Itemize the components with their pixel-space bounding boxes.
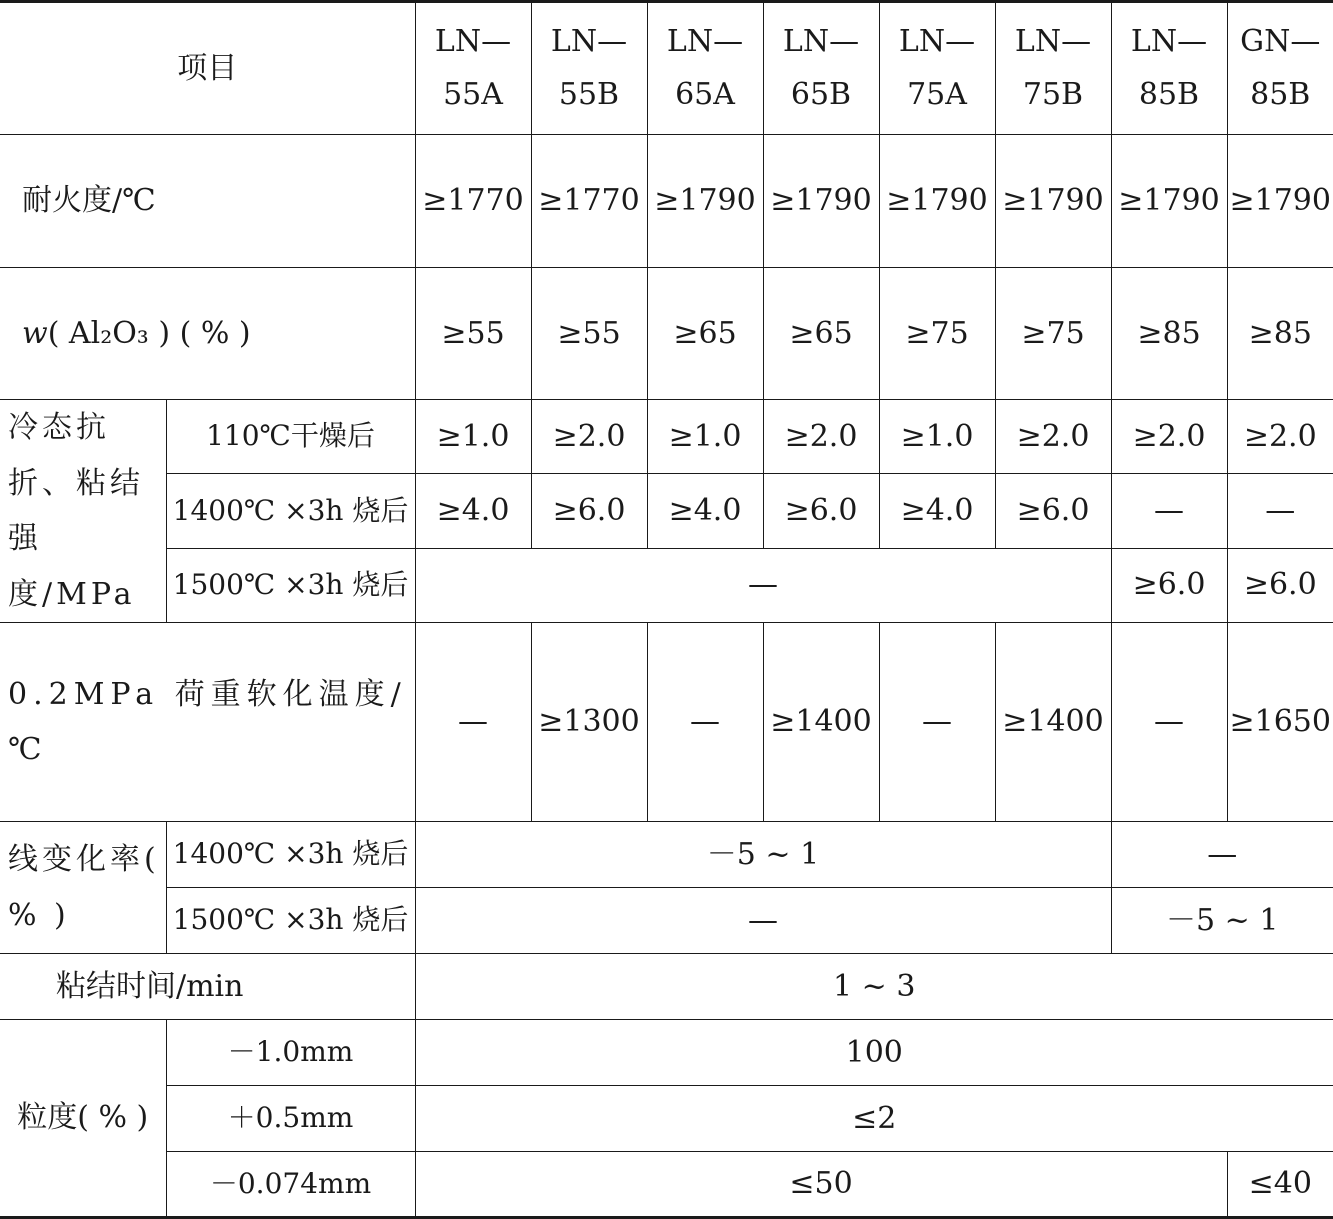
- cold-strength-value: ≥1.0: [415, 400, 531, 474]
- load-softening-value: ≥1400: [995, 623, 1111, 822]
- grade-header: GN— 85B: [1227, 2, 1333, 135]
- load-softening-value: —: [879, 623, 995, 822]
- cold-strength-value: ≥1.0: [879, 400, 995, 474]
- cold-strength-label: 冷态抗折、粘结强度/MPa: [0, 400, 166, 623]
- alumina-label: [0, 268, 415, 400]
- refractoriness-value: ≥1790: [647, 135, 763, 268]
- grade-header: LN— 65A: [647, 2, 763, 135]
- cold-strength-merged-value: —: [415, 548, 1111, 622]
- cold-strength-value: ≥6.0: [531, 474, 647, 548]
- linear-change-row: [0, 888, 1333, 954]
- alumina-value: ≥75: [995, 268, 1111, 400]
- refractoriness-value: ≥1790: [1111, 135, 1227, 268]
- alumina-value: ≥65: [763, 268, 879, 400]
- granularity-row: [0, 1020, 1333, 1086]
- load-softening-value: —: [647, 623, 763, 822]
- granularity-value: ≤40: [1227, 1152, 1333, 1218]
- bond-time-value: 1 ~ 3: [415, 954, 1333, 1020]
- cold-strength-value: ≥2.0: [1227, 400, 1333, 474]
- size-label: －1.0mm: [166, 1020, 415, 1086]
- cold-strength-value: ≥6.0: [1111, 548, 1227, 622]
- linear-change-value: —: [1111, 822, 1333, 888]
- cold-strength-value: ≥2.0: [1111, 400, 1227, 474]
- cold-strength-value: ≥2.0: [763, 400, 879, 474]
- load-softening-value: ≥1300: [531, 623, 647, 822]
- condition-label: 1400℃ ×3h 烧后: [166, 822, 415, 888]
- size-label: －0.074mm: [166, 1152, 415, 1218]
- linear-change-value: —: [415, 888, 1111, 954]
- cold-strength-value: ≥1.0: [647, 400, 763, 474]
- grade-header: LN— 85B: [1111, 2, 1227, 135]
- load-softening-row: [0, 623, 1333, 822]
- size-label: ＋0.5mm: [166, 1086, 415, 1152]
- load-softening-value: ≥1400: [763, 623, 879, 822]
- alumina-row: [0, 268, 1333, 400]
- refractoriness-value: ≥1790: [1227, 135, 1333, 268]
- cold-strength-value: ≥6.0: [995, 474, 1111, 548]
- cold-strength-value: ≥4.0: [647, 474, 763, 548]
- load-softening-value: —: [1111, 623, 1227, 822]
- grade-header: LN— 75A: [879, 2, 995, 135]
- cold-strength-value: —: [1227, 474, 1333, 548]
- cold-strength-value: ≥2.0: [531, 400, 647, 474]
- bond-time-row: [0, 954, 1333, 1020]
- alumina-label-w: w: [22, 315, 48, 351]
- refractoriness-value: ≥1770: [531, 135, 647, 268]
- load-softening-value: —: [415, 623, 531, 822]
- refractoriness-label: 耐火度/℃: [0, 135, 415, 268]
- alumina-value: ≥55: [415, 268, 531, 400]
- cold-strength-value: ≥2.0: [995, 400, 1111, 474]
- cold-strength-row: [0, 548, 1333, 622]
- granularity-value: 100: [415, 1020, 1333, 1086]
- refractoriness-value: ≥1790: [995, 135, 1111, 268]
- condition-label: 1400℃ ×3h 烧后: [166, 474, 415, 548]
- cold-strength-value: ≥6.0: [763, 474, 879, 548]
- refractoriness-value: ≥1790: [763, 135, 879, 268]
- granularity-row: [0, 1152, 1333, 1218]
- grade-header: LN— 55A: [415, 2, 531, 135]
- cold-strength-value: ≥4.0: [879, 474, 995, 548]
- load-softening-label: 0.2MPa 荷重软化温度/℃: [0, 623, 415, 822]
- linear-change-row: [0, 822, 1333, 888]
- alumina-value: ≥55: [531, 268, 647, 400]
- grade-header: LN— 75B: [995, 2, 1111, 135]
- granularity-value: ≤50: [415, 1152, 1227, 1218]
- cold-strength-row: [0, 400, 1333, 474]
- alumina-value: ≥85: [1227, 268, 1333, 400]
- grade-header: LN— 65B: [763, 2, 879, 135]
- refractoriness-row: [0, 135, 1333, 268]
- cold-strength-value: ≥4.0: [415, 474, 531, 548]
- condition-label: 1500℃ ×3h 烧后: [166, 888, 415, 954]
- refractoriness-value: ≥1770: [415, 135, 531, 268]
- header-item-label: 项目: [0, 2, 415, 135]
- granularity-value: ≤2: [415, 1086, 1333, 1152]
- bond-time-label: 粘结时间/min: [0, 954, 415, 1020]
- alumina-value: ≥75: [879, 268, 995, 400]
- grade-header: LN— 55B: [531, 2, 647, 135]
- condition-label: 110℃干燥后: [166, 400, 415, 474]
- linear-change-value: －5 ~ 1: [1111, 888, 1333, 954]
- cold-strength-value: ≥6.0: [1227, 548, 1333, 622]
- alumina-value: ≥85: [1111, 268, 1227, 400]
- alumina-value: ≥65: [647, 268, 763, 400]
- load-softening-value: ≥1650: [1227, 623, 1333, 822]
- granularity-row: [0, 1086, 1333, 1152]
- refractoriness-value: ≥1790: [879, 135, 995, 268]
- cold-strength-row: [0, 474, 1333, 548]
- granularity-label: 粒度( % ): [0, 1020, 166, 1218]
- linear-change-value: －5 ~ 1: [415, 822, 1111, 888]
- alumina-label-formula: ( Al₂O₃ ) ( % ): [47, 315, 251, 351]
- cold-strength-value: —: [1111, 474, 1227, 548]
- condition-label: 1500℃ ×3h 烧后: [166, 548, 415, 622]
- linear-change-label: 线变化率( % ): [0, 822, 166, 954]
- header-row: [0, 2, 1333, 135]
